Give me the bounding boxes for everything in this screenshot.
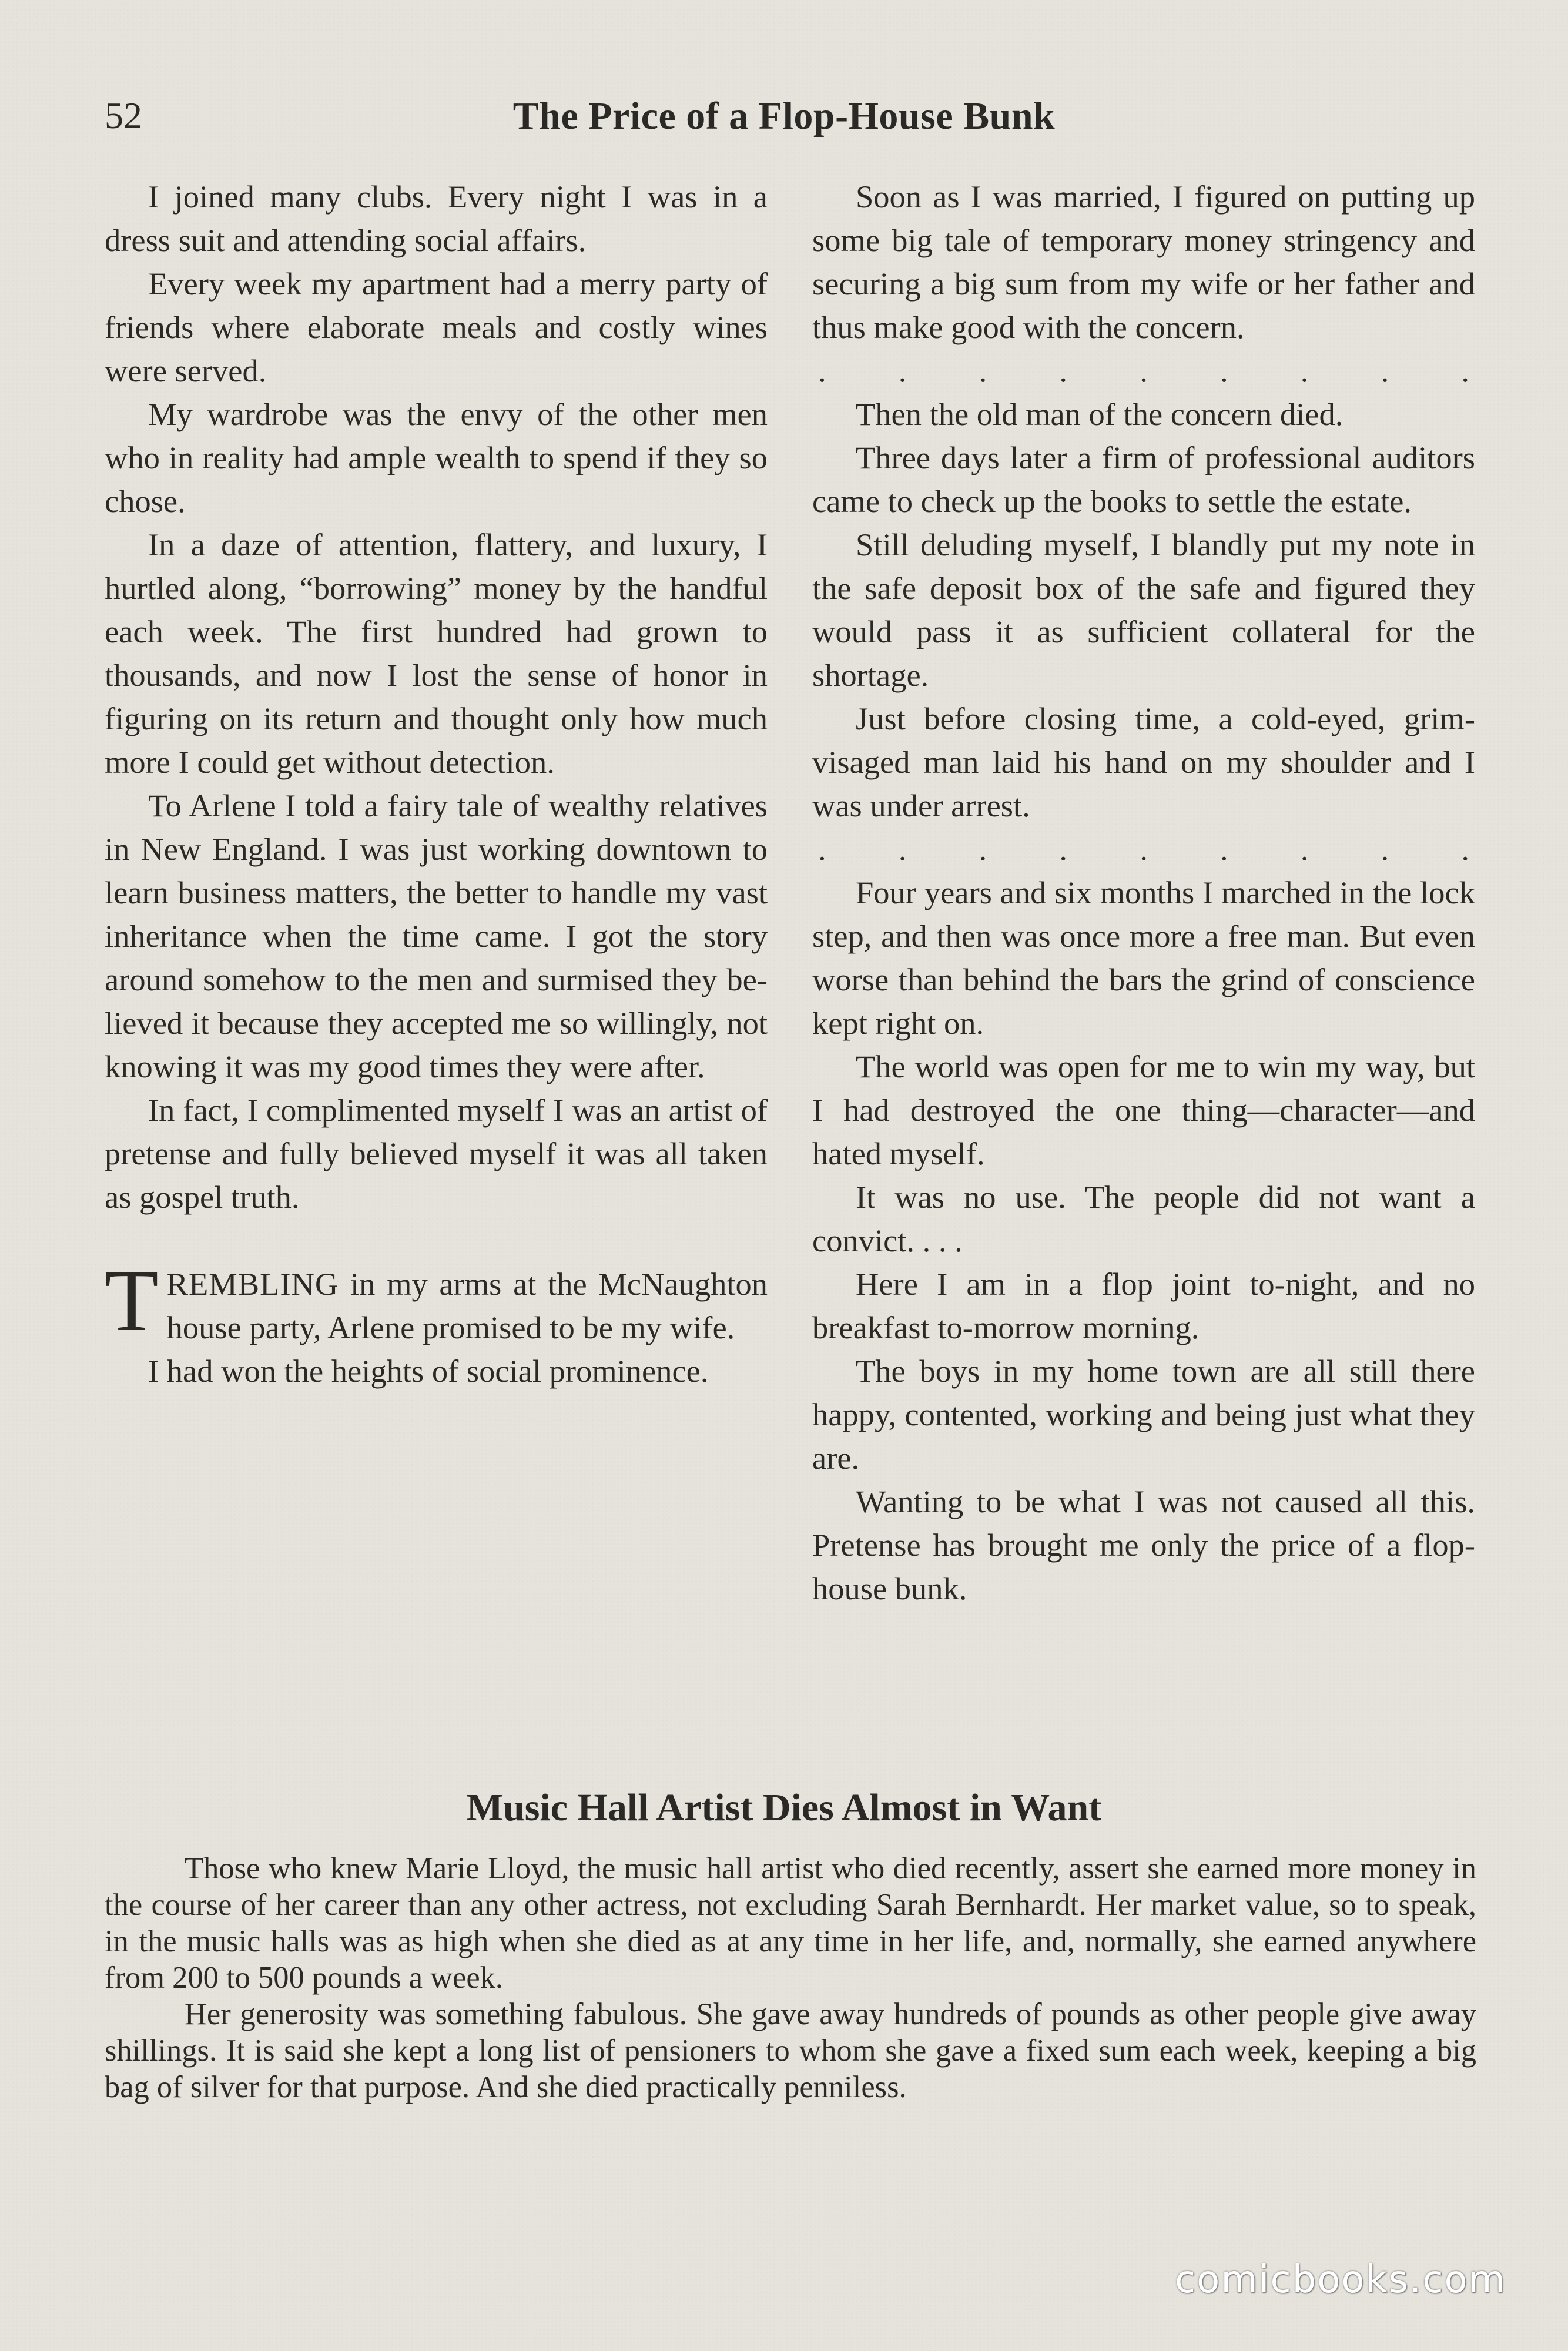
- paragraph: Three days later a firm of professional auditors came to check up the books to settle the estate.: [812, 440, 1475, 519]
- dropcap-paragraph-text: in my arms at the McNaughton house party, Arlene promised to be my wife.: [166, 1266, 768, 1345]
- ellipsis-separator: . . . . . . . . .: [818, 831, 1469, 867]
- paragraph: The world was open for me to win my way, but I had destroyed the one thing—character—and hated myself.: [812, 1049, 1475, 1171]
- paragraph: Those who knew Marie Lloyd, the music hall artist who died recently, assert she earned more money in the course of her career than any other actress, not excluding Sarah Bernhardt. Her market value, so to speak, in the music halls was as high when she died as at any time in her life, and, normally, she earned anywhere from 200 to 500 pounds a week.: [105, 1851, 1476, 1995]
- paragraph: I joined many clubs. Every night I was in a dress suit and attending social affairs.: [105, 179, 768, 258]
- paragraph: The boys in my home town are all still there happy, contented, working and being just what they are.: [812, 1353, 1475, 1476]
- right-column: [812, 175, 1475, 1610]
- section-gap: [105, 1219, 768, 1262]
- paragraph: In a daze of attention, flattery, and luxury, I hurtled along, “borrowing” money by the handful each week. The first hundred had grown to thousands, and now I lost the sense of honor in figuring on its return and thought only how much more I could get without detection.: [105, 527, 768, 780]
- lead-in-caps: REMBLING: [166, 1266, 339, 1302]
- paragraph: Four years and six months I marched in the lock step, and then was once more a free man. But even worse than behind the bars the grind of conscience kept right on.: [812, 875, 1475, 1041]
- paragraph: Wanting to be what I was not caused all this. Pretense has brought me only the price of a flop-house bunk.: [812, 1483, 1475, 1606]
- paragraph: Soon as I was married, I figured on putting up some big tale of temporary money stringency and securing a big sum from my wife or her father and thus make good with the concern.: [812, 179, 1475, 345]
- article-body: [105, 1850, 1476, 2105]
- paragraph: To Arlene I told a fairy tale of wealthy relatives in New England. I was just working downtown to learn business matters, the better to handle my vast inheritance when the time came. I got the story around somehow to the men and surmised they believed it because they accepted me so willingly, not knowing it was my good times they were after.: [105, 788, 768, 1084]
- paragraph: Her generosity was something fabulous. She gave away hundreds of pounds as other people give away shillings. It is said she kept a long list of pensioners to whom she gave a fixed sum each week, keeping a big bag of silver for that purpose. And she died practically penniless.: [105, 1997, 1476, 2104]
- paragraph: Every week my apartment had a merry party of friends where elaborate meals and costly wines were served.: [105, 266, 768, 389]
- paragraph: Here I am in a flop joint to-night, and no breakfast to-morrow morning.: [812, 1266, 1475, 1345]
- paragraph: I had won the heights of social prominence.: [148, 1353, 709, 1389]
- paragraph: In fact, I complimented myself I was an artist of pretense and fully believed myself it was all taken as gospel truth.: [105, 1092, 768, 1215]
- drop-cap: T: [105, 1252, 159, 1349]
- dropcap-paragraph: [105, 1252, 768, 1349]
- paragraph: My wardrobe was the envy of the other men who in reality had ample wealth to spend if they so chose.: [105, 396, 768, 519]
- left-column: [105, 175, 768, 1393]
- page-header: [105, 88, 1463, 153]
- ellipsis-separator: . . . . . . . . .: [818, 353, 1469, 389]
- running-title: The Price of a Flop-House Bunk: [512, 95, 1056, 138]
- paragraph: Just before closing time, a cold-eyed, grim-visaged man laid his hand on my shoulder and I was under arrest.: [812, 701, 1475, 823]
- paragraph: Still deluding myself, I blandly put my note in the safe deposit box of the safe and figured they would pass it as sufficient collateral for the shortage.: [812, 527, 1475, 693]
- article-title: Music Hall Artist Dies Almost in Want: [466, 1786, 1102, 1829]
- page-number: 52: [105, 95, 142, 136]
- watermark: comicbooks.com: [1174, 2258, 1506, 2302]
- paragraph: Then the old man of the concern died.: [856, 396, 1343, 432]
- paragraph: It was no use. The people did not want a convict. . . .: [812, 1179, 1475, 1258]
